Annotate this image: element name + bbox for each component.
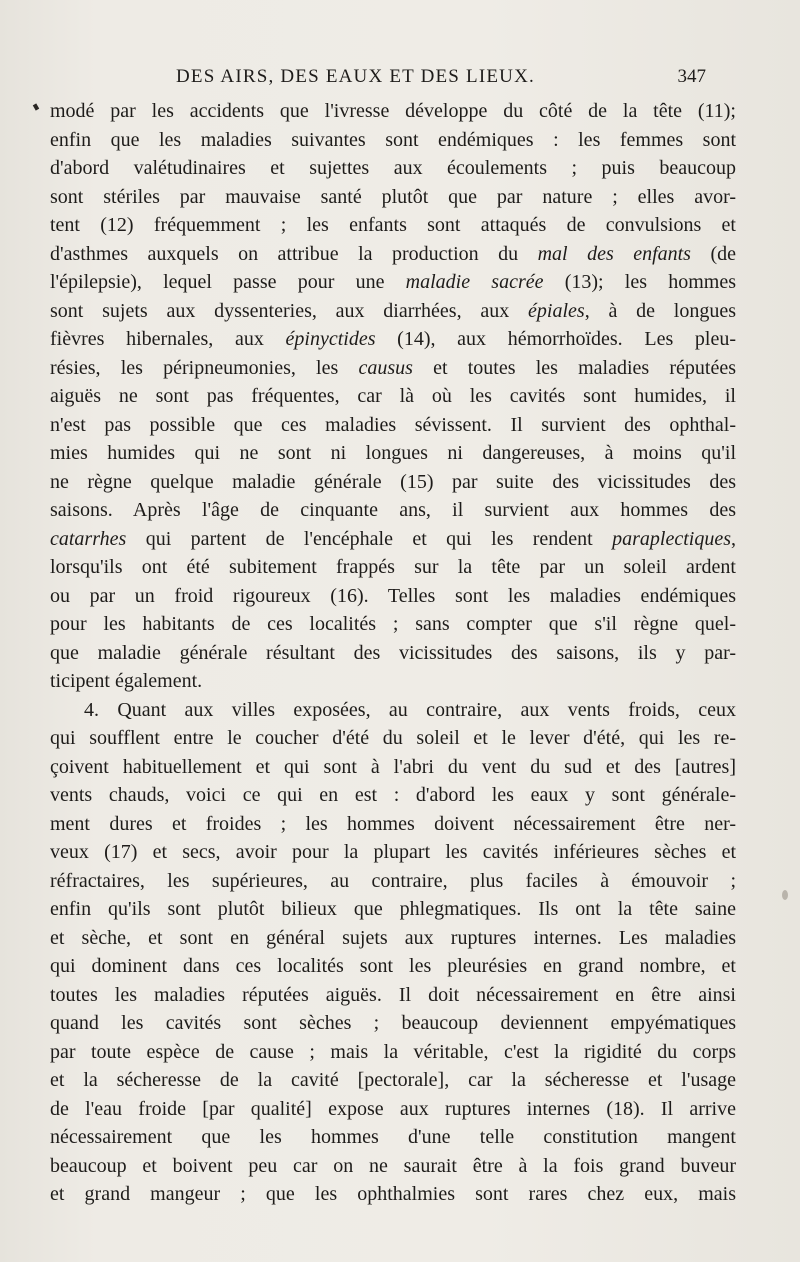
italic-term: épinyctides	[285, 328, 376, 350]
text-segment: ticipent également.	[50, 670, 203, 692]
text-line	[50, 696, 736, 725]
text-line	[50, 838, 736, 867]
italic-term: causus	[358, 356, 413, 379]
italic-term: épiales	[528, 299, 585, 322]
text-line	[50, 1009, 736, 1038]
text-line	[50, 354, 736, 383]
text-line	[50, 1152, 736, 1181]
text-line	[50, 582, 736, 611]
text-line	[50, 952, 736, 981]
text-line	[50, 924, 736, 953]
text-segment: çoivent habituellement et qui sont à l'abri du vent du sud et des [autres]	[50, 755, 736, 778]
text-line	[50, 97, 736, 126]
text-segment: résies, les péripneumonies, les	[50, 356, 359, 379]
italic-term: maladie sacrée	[405, 271, 544, 293]
text-line	[50, 1066, 736, 1095]
text-line	[50, 183, 736, 212]
text-segment: ne règne quelque maladie générale (15) par suite des vicissitudes des	[50, 470, 736, 493]
text-segment: sont stériles par mauvaise santé plutôt que par nature ; elles avor-	[50, 185, 736, 208]
page-header	[176, 66, 706, 96]
text-line	[50, 468, 736, 497]
italic-term: mal des enfants	[537, 242, 691, 265]
text-line	[50, 810, 736, 839]
text-line	[50, 411, 736, 440]
text-segment: et sèche, et sont en général sujets aux ruptures internes. Les maladies	[50, 926, 736, 949]
text-segment: et la sécheresse de la cavité [pectorale], car la sécheresse et l'usage	[50, 1069, 736, 1091]
text-line	[50, 325, 736, 354]
margin-mark	[33, 103, 39, 110]
text-segment: nécessairement que les hommes d'une telle constitution mangent	[50, 1126, 736, 1148]
text-segment: n'est pas possible que ces maladies sévissent. Il survient des ophthal-	[50, 413, 736, 436]
text-segment: tent (12) fréquemment ; les enfants sont attaqués de convulsions et	[50, 214, 736, 236]
text-line	[50, 867, 736, 896]
text-segment: enfin qu'ils sont plutôt bilieux que phlegmatiques. Ils ont la tête saine	[50, 898, 736, 920]
text-line	[50, 895, 736, 924]
text-line	[50, 525, 736, 554]
paper-speck	[782, 890, 788, 900]
text-line	[50, 1123, 736, 1152]
running-title: DES AIRS, DES EAUX ET DES LIEUX.	[176, 66, 535, 87]
text-segment: sont sujets aux dyssenteries, aux diarrhées, aux	[50, 299, 529, 322]
italic-term: catarrhes	[50, 527, 127, 550]
page-number: 347	[677, 66, 706, 87]
text-segment: et grand mangeur ; que les ophthalmies sont rares chez eux, mais	[50, 1183, 736, 1205]
text-segment: ou par un froid rigoureux (16). Telles sont les maladies endémiques	[50, 584, 736, 607]
text-segment: veux (17) et secs, avoir pour la plupart les cavités inférieures sèches et	[50, 841, 736, 863]
text-line	[50, 667, 736, 696]
text-segment: (14), aux hémorrhoïdes. Les pleu-	[375, 328, 737, 350]
text-line	[50, 1180, 736, 1209]
text-segment: toutes les maladies réputées aiguës. Il doit nécessairement en être ainsi	[50, 983, 736, 1006]
text-line	[50, 268, 736, 297]
text-segment: et toutes les maladies réputées	[412, 356, 736, 379]
text-line	[50, 211, 736, 240]
text-segment: ,	[731, 527, 736, 550]
text-segment: mies humides qui ne sont ni longues ni dangereuses, à moins qu'il	[50, 442, 736, 464]
text-segment: qui soufflent entre le coucher d'été du soleil et le lever d'été, qui les re-	[50, 727, 736, 749]
text-segment: vents chauds, voici ce qui en est : d'abord les eaux y sont générale-	[50, 784, 736, 806]
text-line	[50, 724, 736, 753]
text-segment: beaucoup et boivent peu car on ne saurait être à la fois grand buveur	[50, 1154, 736, 1177]
text-segment: (de	[690, 242, 736, 265]
text-segment: lorsqu'ils ont été subitement frappés sur la tête par un soleil ardent	[50, 556, 736, 578]
text-line	[50, 610, 736, 639]
text-segment: quand les cavités sont sèches ; beaucoup deviennent empyématiques	[50, 1012, 736, 1034]
text-line	[50, 297, 736, 326]
text-segment: de l'eau froide [par qualité] expose aux ruptures internes (18). Il arrive	[50, 1097, 736, 1120]
text-line	[50, 154, 736, 183]
text-line	[50, 382, 736, 411]
text-segment: 4. Quant aux villes exposées, au contraire, aux vents froids, ceux	[84, 698, 736, 721]
text-segment: aiguës ne sont pas fréquentes, car là où les cavités sont humides, il	[50, 385, 736, 407]
text-segment: (13); les hommes	[543, 271, 736, 293]
text-segment: d'abord valétudinaires et sujettes aux écoulements ; puis beaucoup	[50, 157, 736, 179]
text-line	[50, 439, 736, 468]
text-line	[50, 1095, 736, 1124]
text-line	[50, 981, 736, 1010]
text-segment: par toute espèce de cause ; mais la véritable, c'est la rigidité du corps	[50, 1040, 736, 1063]
text-line	[50, 639, 736, 668]
italic-term: paraplectiques	[612, 527, 731, 550]
text-line	[50, 753, 736, 782]
text-segment: que maladie générale résultant des vicissitudes des saisons, ils y par-	[50, 641, 736, 664]
text-segment: l'épilepsie), lequel passe pour une	[50, 271, 406, 293]
text-segment: modé par les accidents que l'ivresse développe du côté de la tête (11);	[50, 100, 736, 122]
text-segment: réfractaires, les supérieures, au contraire, plus faciles à émouvoir ;	[50, 869, 736, 892]
text-segment: , à de longues	[584, 299, 736, 322]
text-line	[50, 781, 736, 810]
text-segment: qui partent de l'encéphale et qui les rendent	[126, 527, 613, 550]
text-segment: saisons. Après l'âge de cinquante ans, il survient aux hommes des	[50, 499, 736, 521]
text-segment: qui dominent dans ces localités sont les pleurésies en grand nombre, et	[50, 955, 736, 977]
text-segment: enfin que les maladies suivantes sont endémiques : les femmes sont	[50, 128, 736, 151]
body-text	[50, 97, 736, 1209]
text-segment: ment dures et froides ; les hommes doivent nécessairement être ner-	[50, 812, 736, 835]
text-segment: fièvres hibernales, aux	[50, 328, 286, 350]
text-line	[50, 1038, 736, 1067]
text-line	[50, 240, 736, 269]
text-segment: d'asthmes auxquels on attribue la production du	[50, 242, 538, 265]
text-line	[50, 553, 736, 582]
text-line	[50, 126, 736, 155]
text-line	[50, 496, 736, 525]
text-segment: pour les habitants de ces localités ; sans compter que s'il règne quel-	[50, 613, 736, 635]
